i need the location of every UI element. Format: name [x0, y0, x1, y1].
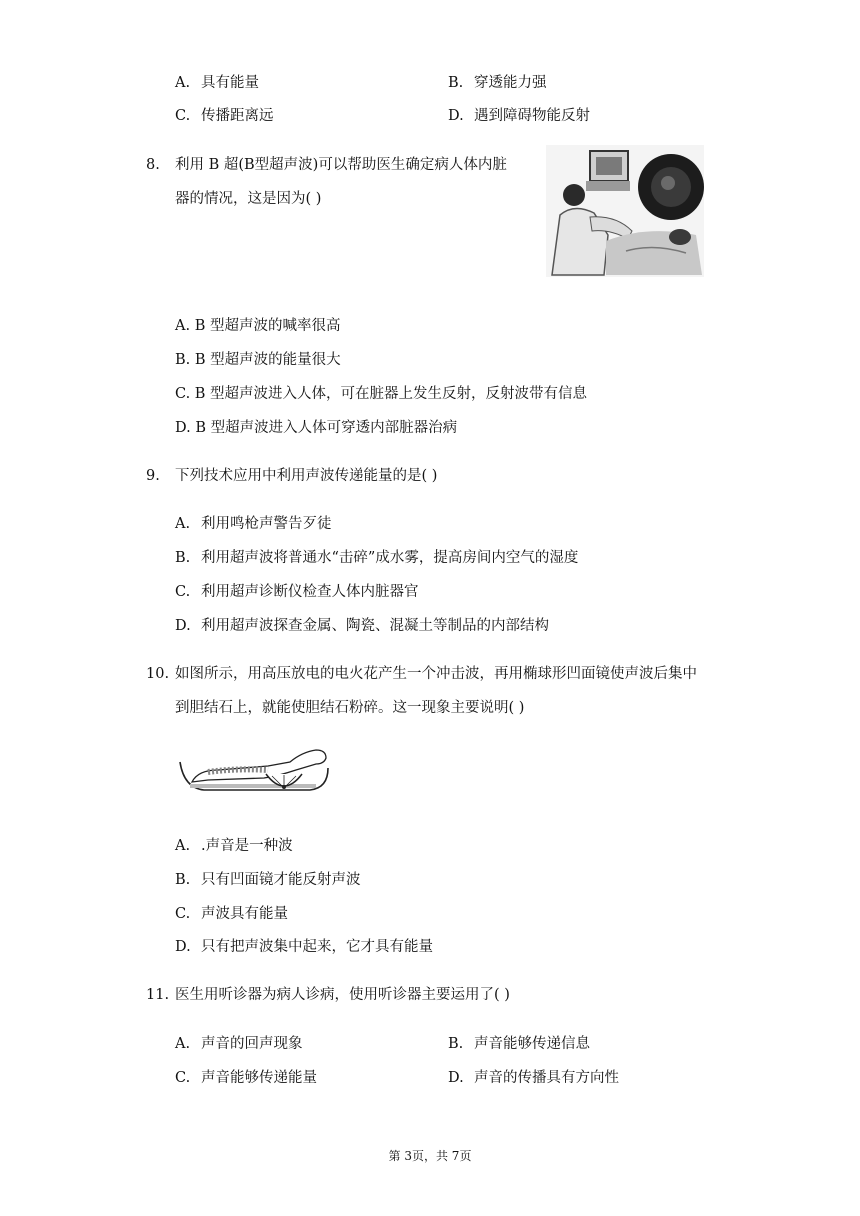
option-text: 声音能够传递信息 [474, 1036, 590, 1052]
option-letter: D. [448, 1070, 464, 1086]
option-text: B 型超声波的能量很大 [194, 352, 341, 368]
option-text: .声音是一种波 [201, 838, 293, 854]
option-letter: A. [175, 1036, 191, 1052]
lithotripsy-diagram [178, 744, 332, 802]
option-text: 传播距离远 [201, 108, 274, 124]
option-letter: D. [175, 939, 191, 955]
option-letter: C. [175, 386, 191, 402]
option-text: B 型超声波进入人体，可在脏器上发生反射，反射波带有信息 [194, 386, 588, 402]
option-letter: B. [175, 872, 191, 888]
question-number: 11. [146, 987, 170, 1003]
option-text: 具有能量 [201, 75, 259, 91]
option-letter: C. [175, 1070, 191, 1086]
question-number: 10. [146, 666, 170, 682]
page-footer: 第 3页，共 7页 [388, 1149, 472, 1163]
q8-option-c [175, 384, 587, 404]
q10-option-d [175, 937, 433, 957]
q7-option-d [448, 106, 590, 126]
option-letter: D. [448, 108, 464, 124]
ultrasound-photo [546, 145, 704, 277]
option-letter: B. [175, 550, 191, 566]
q11-option-d [448, 1068, 619, 1088]
option-text: 利用鸣枪声警告歹徒 [201, 516, 332, 532]
option-text: 只有凹面镜才能反射声波 [201, 872, 361, 888]
option-text: B 型超声波进入人体可穿透内部脏器治病 [195, 420, 458, 436]
option-letter: A. [175, 318, 191, 334]
question-stem: 下列技术应用中利用声波传递能量的是( ) [175, 468, 438, 484]
q9-option-a [175, 514, 332, 534]
q11-option-c [175, 1068, 317, 1088]
q8-option-d [175, 418, 457, 438]
q11-option-a [175, 1034, 303, 1054]
q11-option-b [448, 1034, 590, 1054]
question-stem-line: 利用 B 超(B型超声波)可以帮助医生确定病人体内脏 [175, 157, 507, 173]
question-number: 8. [146, 157, 160, 173]
option-letter: B. [448, 75, 464, 91]
option-letter: A. [175, 75, 191, 91]
q9-option-d [175, 616, 549, 636]
option-text: 利用超声波探查金属、陶瓷、混凝土等制品的内部结构 [201, 618, 549, 634]
q8-option-b [175, 350, 341, 370]
option-letter: D. [175, 420, 191, 436]
option-text: 只有把声波集中起来，它才具有能量 [201, 939, 433, 955]
q7-option-c [175, 106, 274, 126]
option-text: 利用超声诊断仪检查人体内脏器官 [201, 584, 419, 600]
q9-option-c [175, 582, 419, 602]
option-letter: C. [175, 906, 191, 922]
question-number: 9. [146, 468, 160, 484]
q9-option-b [175, 548, 578, 568]
question-stem: 医生用听诊器为病人诊病，使用听诊器主要运用了( ) [175, 987, 510, 1003]
option-letter: B. [175, 352, 191, 368]
option-letter: A. [175, 516, 191, 532]
q7-option-a [175, 73, 259, 93]
option-letter: C. [175, 108, 191, 124]
q7-option-b [448, 73, 547, 93]
q8-option-a [175, 316, 340, 336]
option-text: 穿透能力强 [474, 75, 547, 91]
option-letter: B. [448, 1036, 464, 1052]
question-stem-line: 到胆结石上，就能使胆结石粉碎。这一现象主要说明( ) [175, 700, 525, 716]
option-text: 声音的传播具有方向性 [474, 1070, 619, 1086]
question-stem-line: 如图所示，用高压放电的电火花产生一个冲击波，再用椭球形凹面镜使声波后集中 [175, 666, 697, 682]
option-text: 声音的回声现象 [201, 1036, 303, 1052]
option-text: 遇到障碍物能反射 [474, 108, 590, 124]
option-letter: C. [175, 584, 191, 600]
option-text: B 型超声波的喊率很高 [194, 318, 341, 334]
q10-option-b [175, 870, 361, 890]
q10-option-c [175, 904, 288, 924]
question-stem-line: 器的情况，这是因为( ) [175, 191, 322, 207]
option-text: 利用超声波将普通水“击碎”成水雾，提高房间内空气的湿度 [201, 550, 579, 566]
option-letter: A. [175, 838, 191, 854]
q10-option-a [175, 836, 293, 856]
option-text: 声音能够传递能量 [201, 1070, 317, 1086]
option-text: 声波具有能量 [201, 906, 288, 922]
option-letter: D. [175, 618, 191, 634]
